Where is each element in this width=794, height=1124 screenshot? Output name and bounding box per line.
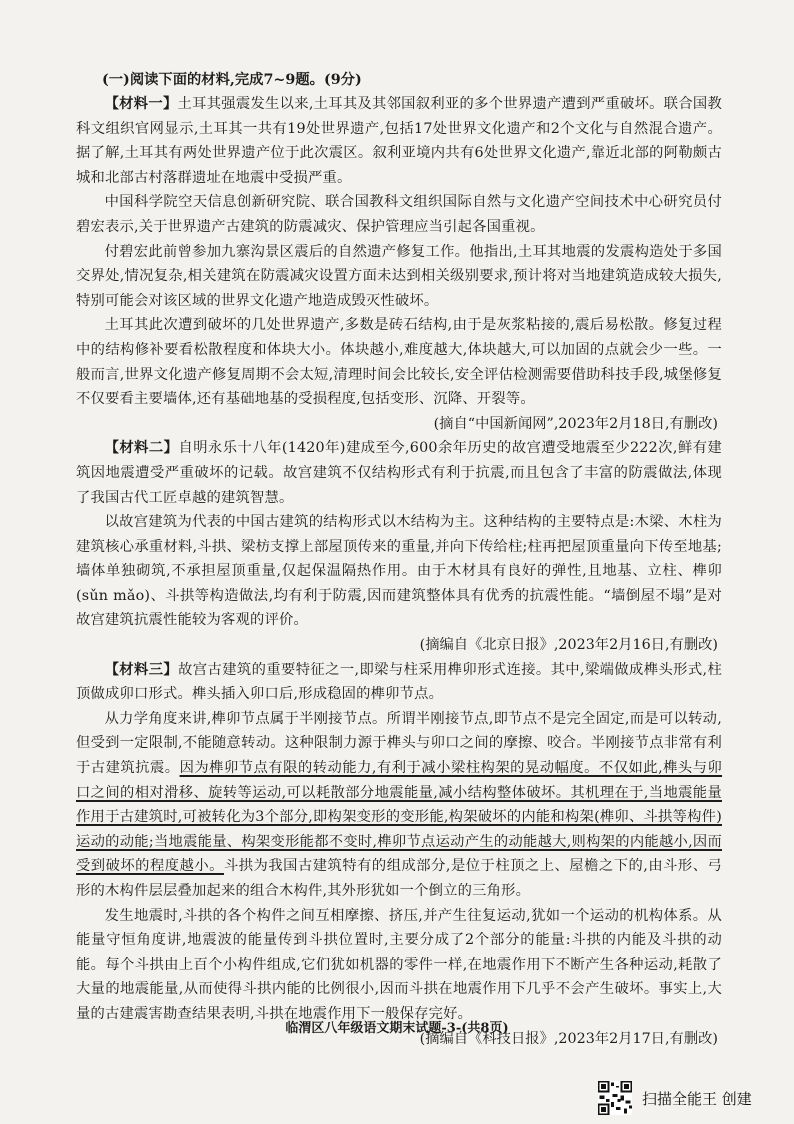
material-three — [76, 658, 722, 1052]
material-one-para-1: 【材料一】土耳其强震发生以来,土耳其及其邻国叙利亚的多个世界遗产遭到严重破坏。联合国教科文组织官网显示,土耳其一共有19处世界遗产,包括17处世界文化遗产和2个文化与自然混合遗产。据了解,土耳其有两处世界遗产位于此次震区。叙利亚境内共有6处世界文化遗产,靠近北部的阿勒颇古城和北部古村落群遗址在地震中受损严重。 — [76, 96, 723, 186]
material-one-source: (摘自“中国新闻网”,2023年2月18日,有删改) — [433, 415, 718, 432]
qr-code-icon — [598, 1081, 632, 1115]
material-three-para-1: 【材料三】故宫古建筑的重要特征之一,即梁与柱采用榫卯形式连接。其中,梁端做成榫头形式,柱顶做成卯口形式。榫头插入卯口后,形成稳固的榫卯节点。 — [76, 661, 723, 703]
material-one — [76, 92, 722, 436]
scanner-watermark — [598, 1078, 752, 1118]
material-two-tag: 【材料二】 — [104, 440, 179, 457]
material-two-source: (摘编自《北京日报》,2023年2月16日,有删改) — [419, 637, 718, 654]
material-one-tag: 【材料一】 — [104, 96, 178, 112]
material-one-para-4: 土耳其此次遭到破坏的几处世界遗产,多数是砖石结构,由于是灰浆粘接的,震后易松散。修复过程中的结构修补要看松散程度和体块大小。体块越小,难度越大,体块越大,可以加固的点就会少一些。一般而言,世界文化遗产修复周期不会太短,清理时间会比较长,安全评估检测需要借助科技手段,城堡修复不仅要看主要墙体,还有基础地基的受损程度,包括变形、沉降、开裂等。 — [76, 317, 722, 408]
scanner-watermark-text: 扫描全能王 创建 — [642, 1089, 752, 1108]
material-one-para-2: 中国科学院空天信息创新研究院、联合国教科文组织国际自然与文化遗产空间技术中心研究员付碧宏表示,关于世界遗产古建筑的防震减灾、保护管理应当引起各国重视。 — [76, 194, 722, 235]
material-three-tag: 【材料三】 — [104, 661, 179, 678]
material-three-para-2: 从力学角度来讲,榫卯节点属于半刚接节点。所谓半刚接节点,即节点不是完全固定,而是可以转动,但受到一定限制,不能随意转动。这种限制力源于榫头与卯口之间的摩擦、咬合。半刚接节点非常有利于古建筑抗震。因为榫卯节点有限的转动能力,有利于减小梁柱构架的晃动幅度。不仅如此,榫头与卯口之间的相对滑移、旋转等运动,可以耗散部分地震能量,减小结构整体破坏。其机理在于,当地震能量作用于古建筑时,可被转化为3个部分,即构架变形的变形能,构架破坏的内能和构架(榫卯、斗拱等构件)运动的动能;当地震能量、构架变形能都不变时,榫卯节点运动产生的动能越大,则构架的内能越小,因而受到破坏的程度越小。斗拱为我国古建筑特有的组成部分,是位于柱顶之上、屋檐之下的,由斗形、弓形的木构件层层叠加起来的组合木构件,其外形犹如一个倒立的三角形。 — [76, 710, 723, 899]
material-two-para-2: 以故宫建筑为代表的中国古建筑的结构形式以木结构为主。这种结构的主要特点是:木梁、木柱为建筑核心承重材料,斗拱、梁枋支撑上部屋顶传来的重量,并向下传给柱;柱再把屋顶重量向下传至地基;墙体单独砌筑,不承担屋顶重量,仅起保温隔热作用。由于木材具有良好的弹性,且地基、立柱、榫卯(sǔn mǎo)、斗拱等构造做法,均有利于防震,因而建筑整体具有优秀的抗震性能。“墙倒屋不塌”是对故宫建筑抗震性能较为客观的评价。 — [76, 514, 722, 629]
underlined-passage: 因为榫卯节点有限的转动能力,有利于减小梁柱构架的晃动幅度。不仅如此,榫头与卯口之间的相对滑移、旋转等运动,可以耗散部分地震能量,减小结构整体破坏。其机理在于,当地震能量作用于古建筑时,可被转化为3个部分,即构架变形的变形能,构架破坏的内能和构架(榫卯、斗拱等构件)运动的动能;当地震能量、构架变形能都不变时,榫卯节点运动产生的动能越大,则构架的内能越小,因而受到破坏的程度越小。 — [76, 760, 723, 875]
material-three-source: (摘编自《科技日报》,2023年2月17日,有删改) — [419, 1030, 718, 1047]
material-two-para-1: 【材料二】自明永乐十八年(1420年)建成至今,600余年历史的故宫遭受地震至少222次,鲜有建筑因地震遭受严重破坏的记载。故宫建筑不仅结构形式有利于抗震,而且包含了丰富的防震做法,体现了我国古代工匠卓越的建筑智慧。 — [76, 440, 722, 506]
reading-section — [76, 68, 722, 1051]
material-one-para-3: 付碧宏此前曾参加九寨沟景区震后的自然遗产修复工作。他指出,土耳其地震的发震构造处于多国交界处,情况复杂,相关建筑在防震减灾设置方面未达到相关级别要求,预计将对当地建筑造成较大损失,特别可能会对该区域的世界文化遗产地造成毁灭性破坏。 — [76, 243, 722, 309]
material-two — [76, 436, 722, 657]
material-three-para-3: 发生地震时,斗拱的各个构件之间互相摩擦、挤压,并产生往复运动,犹如一个运动的机构体系。从能量守恒角度讲,地震波的能量传到斗拱位置时,主要分成了2个部分的能量:斗拱的内能及斗拱的动能。每个斗拱由上百个小构件组成,它们犹如机器的零件一样,在地震作用下不断产生各种运动,耗散了大量的地震能量,从而使得斗拱内能的比例很小,因而斗拱在地震作用下几乎不会产生破坏。事实上,大量的古建震害勘查结果表明,斗拱在地震作用下一般保存完好。 — [76, 907, 722, 1022]
section-heading: (一)阅读下面的材料,完成7~9题。(9分) — [102, 72, 362, 88]
page-footer: 临渭区八年级语文期末试题-3-(共8页) — [285, 1021, 509, 1036]
